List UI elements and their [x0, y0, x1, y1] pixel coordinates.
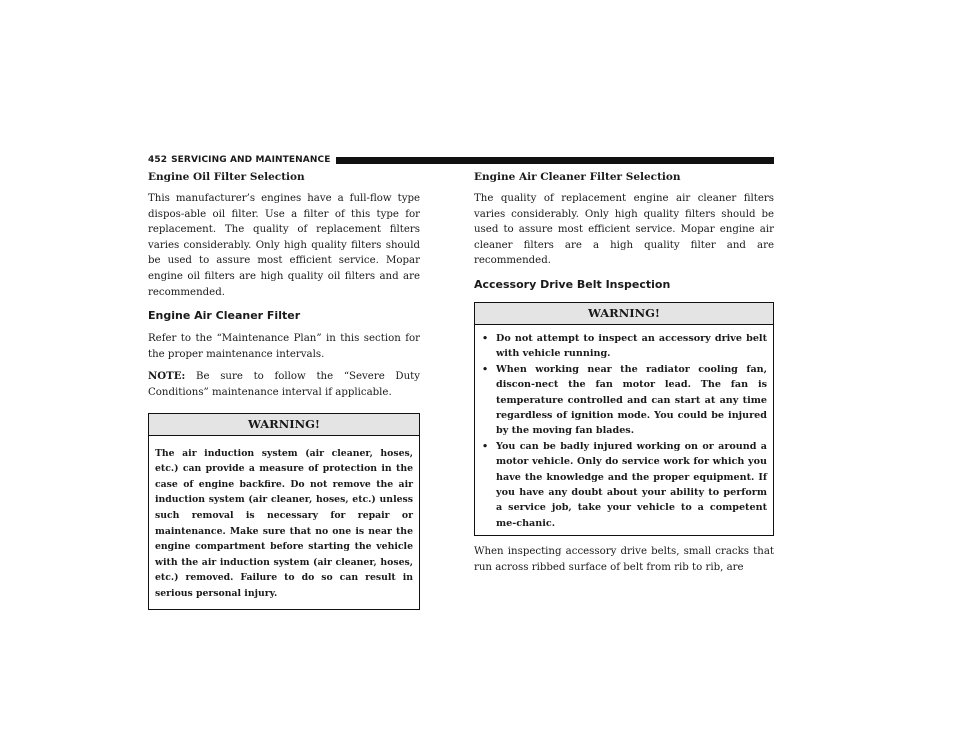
- belt-paragraph: When inspecting accessory drive belts, small cracks that run across ribbed surface of belt from rib to rib, are: [474, 546, 774, 573]
- page-header: [148, 154, 774, 166]
- oil-filter-heading: Engine Oil Filter Selection: [148, 171, 305, 183]
- note-text: Be sure to follow the “Severe Duty Conditions” maintenance interval if applicable.: [148, 371, 420, 398]
- warning-item-text: Do not attempt to inspect an accessory drive belt with vehicle running.: [496, 332, 767, 360]
- warning-title: WARNING!: [475, 303, 773, 325]
- note-label: NOTE:: [148, 370, 186, 383]
- air-filter-heading: Engine Air Cleaner Filter: [148, 309, 301, 323]
- air-filter-paragraph: Refer to the “Maintenance Plan” in this section for the proper maintenance intervals.: [148, 333, 420, 360]
- air-induction-warning-box: [148, 413, 420, 611]
- warning-item: [481, 362, 767, 439]
- bullet-icon: •: [482, 440, 489, 452]
- note-paragraph: [148, 369, 420, 400]
- page-number: 452: [148, 155, 168, 165]
- oil-filter-paragraph: This manufacturer’s engines have a full-flow type dispos-able oil filter. Use a filter of this type for replacement. The quality of replacement filters varies considerably. Only high quality filters should be used to assure most efficient service. Mopar engine oil filters are high quality oil filters and are recommended.: [148, 193, 420, 298]
- belt-inspection-heading: Accessory Drive Belt Inspection: [474, 277, 671, 291]
- warning-item-text: You can be badly injured working on or around a motor vehicle. Only do service work for which you have the knowledge and the proper equipment. If you have any doubt about your ability to perform a service job, take your vehicle to a competent me-chanic.: [496, 440, 767, 529]
- warning-item: [481, 439, 767, 531]
- left-column: [148, 170, 420, 610]
- bullet-icon: •: [482, 363, 489, 375]
- right-column: [474, 170, 774, 582]
- header-rule: [336, 157, 774, 164]
- warning-body: The air induction system (air cleaner, hoses, etc.) can provide a measure of protection in the case of engine backfire. Do not remove the air induction system (air cleaner, hoses, etc.) unless such removal is necessary for repair or maintenance. Make sure that no one is near the engine compartment before starting the vehicle with the air induction system (air cleaner, hoses, etc.) removed. Failure to do so can result in serious personal injury.: [155, 447, 413, 599]
- bullet-icon: •: [482, 332, 489, 344]
- belt-warning-box: [474, 302, 774, 536]
- warning-list: [475, 325, 773, 535]
- warning-item-text: When working near the radiator cooling fan, discon-nect the fan motor lead. The fan is temperature controlled and can start at any time regardless of ignition mode. You could be injured by the moving fan blades.: [496, 363, 767, 437]
- air-filter-selection-paragraph: The quality of replacement engine air cleaner filters varies considerably. Only high quality filters should be used to assure most efficient service. Mopar engine air cleaner filters are a high quality filter and are recommended.: [474, 193, 774, 267]
- section-title: SERVICING AND MAINTENANCE: [171, 155, 331, 165]
- warning-item: [481, 331, 767, 362]
- air-filter-selection-heading: Engine Air Cleaner Filter Selection: [474, 171, 681, 183]
- warning-title: WARNING!: [149, 414, 419, 436]
